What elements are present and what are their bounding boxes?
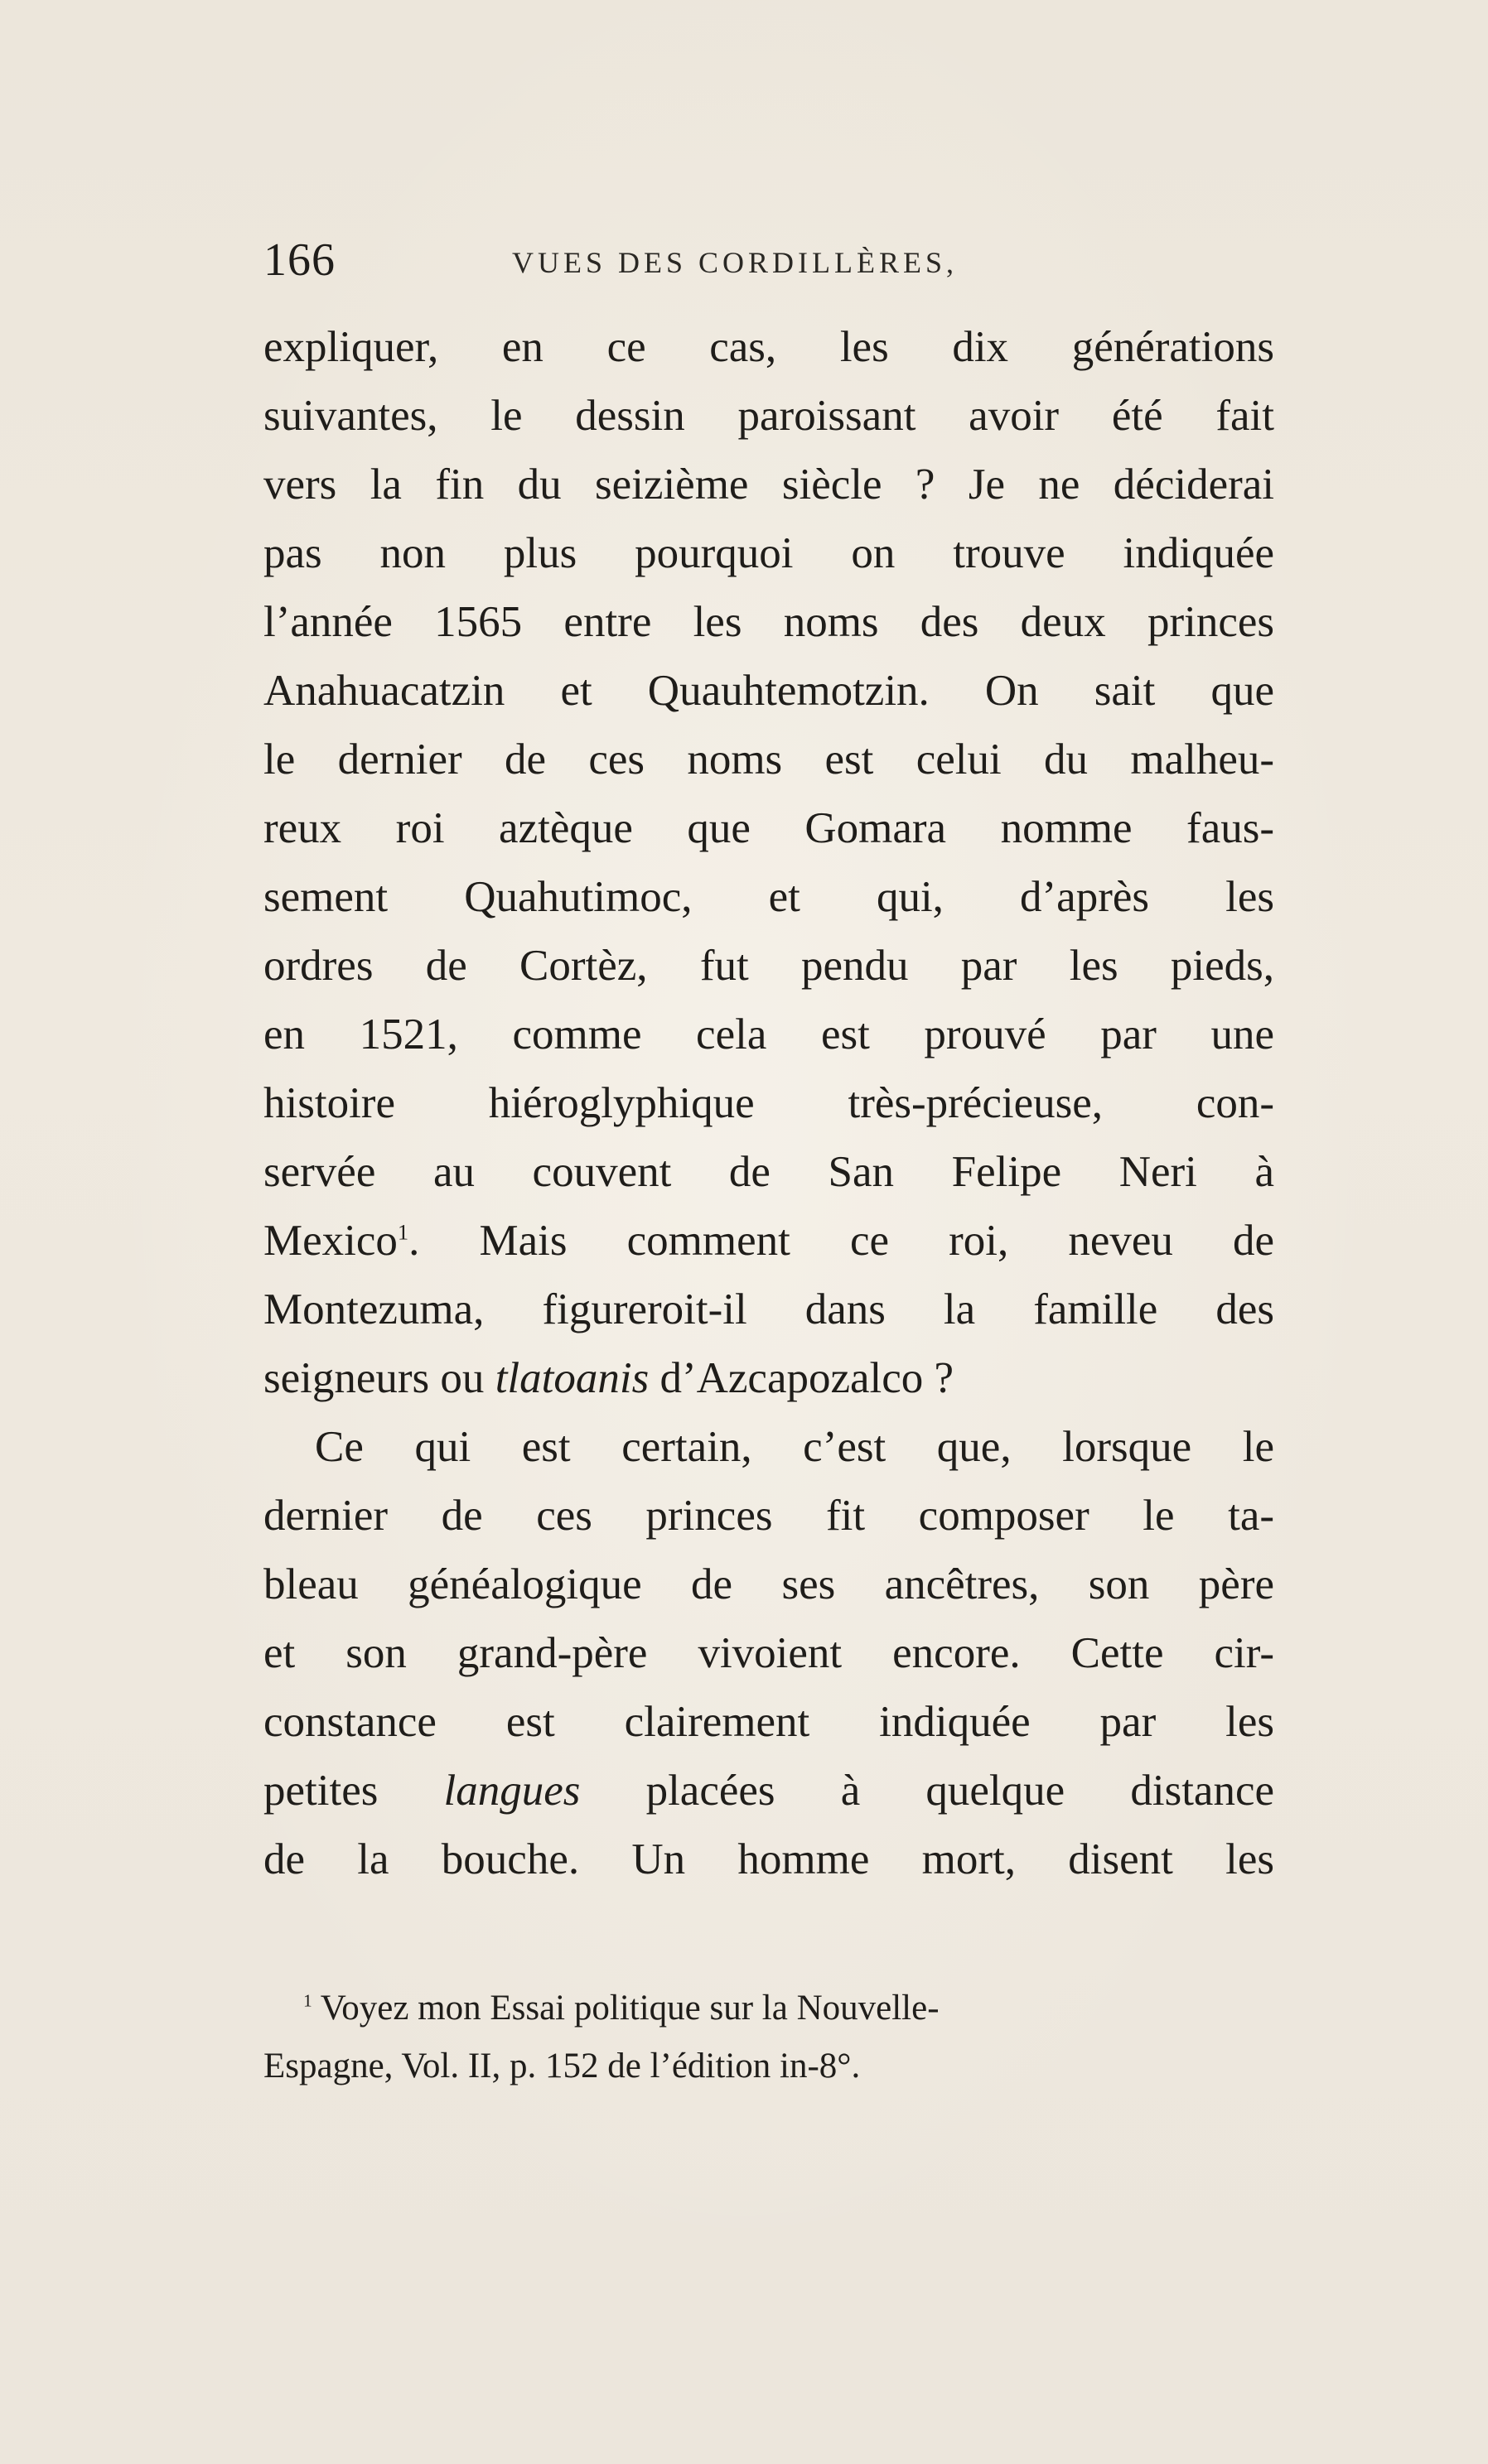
page-number: 166 (263, 234, 336, 286)
page-header (263, 234, 1274, 292)
footnote (263, 1979, 1274, 2095)
text-line: en 1521, comme cela est prouvé par une (263, 1010, 1274, 1058)
text-line: reux roi aztèque que Gomara nomme faus- (263, 804, 1274, 852)
text-line: ordres de Cortèz, fut pendu par les pieds, (263, 942, 1274, 990)
footnote-line: $^1$ Voyez mon Essai politique sur la Nouvelle- (303, 1989, 940, 2028)
text-line: Anahuacatzin et Quauhtemotzin. On sait que (263, 667, 1274, 715)
italic-term: tlatoanis (495, 1354, 650, 1402)
footnote-line: Espagne, Vol. II, p. 152 de l’édition in-8°. (263, 2047, 861, 2085)
text-line: Ce qui est certain, c’est que, lorsque le (315, 1423, 1274, 1471)
text-line: le dernier de ces noms est celui du malheu- (263, 735, 1274, 784)
text-line: de la bouche. Un homme mort, disent les (263, 1835, 1274, 1883)
text-line: constance est clairement indiquée par les (263, 1698, 1274, 1746)
text-line: vers la fin du seizième siècle ? Je ne déciderai (263, 460, 1274, 509)
text-line: seigneurs ou tlatoanis d’Azcapozalco ? (263, 1354, 954, 1402)
text-line: dernier de ces princes fit composer le ta- (263, 1492, 1274, 1540)
text-line: petites langues placées à quelque distance (263, 1767, 1274, 1815)
text-line: et son grand-père vivoient encore. Cette cir- (263, 1629, 1274, 1677)
footnote-reference: 1 (397, 1219, 409, 1245)
text-line: expliquer, en ce cas, les dix générations (263, 323, 1274, 371)
text-line: histoire hiéroglyphique très-précieuse, con- (263, 1079, 1274, 1127)
text-line: pas non plus pourquoi on trouve indiquée (263, 529, 1274, 577)
text-line: servée au couvent de San Felipe Neri à (263, 1148, 1274, 1196)
text-line: l’année 1565 entre les noms des deux princes (263, 598, 1274, 646)
text-line: bleau généalogique de ses ancêtres, son père (263, 1560, 1274, 1608)
text-line: sement Quahutimoc, et qui, d’après les (263, 873, 1274, 921)
text-line: Mexico$^1$. Mais comment ce roi, neveu de (263, 1217, 1274, 1265)
running-title: VUES DES CORDILLÈRES, (512, 246, 959, 279)
body-text (263, 313, 1274, 1894)
italic-term: langues (443, 1767, 581, 1815)
text-line: Montezuma, figureroit-il dans la famille des (263, 1285, 1274, 1333)
footnote-marker: 1 (303, 1990, 312, 2011)
text-line: suivantes, le dessin paroissant avoir été fait (263, 392, 1274, 440)
